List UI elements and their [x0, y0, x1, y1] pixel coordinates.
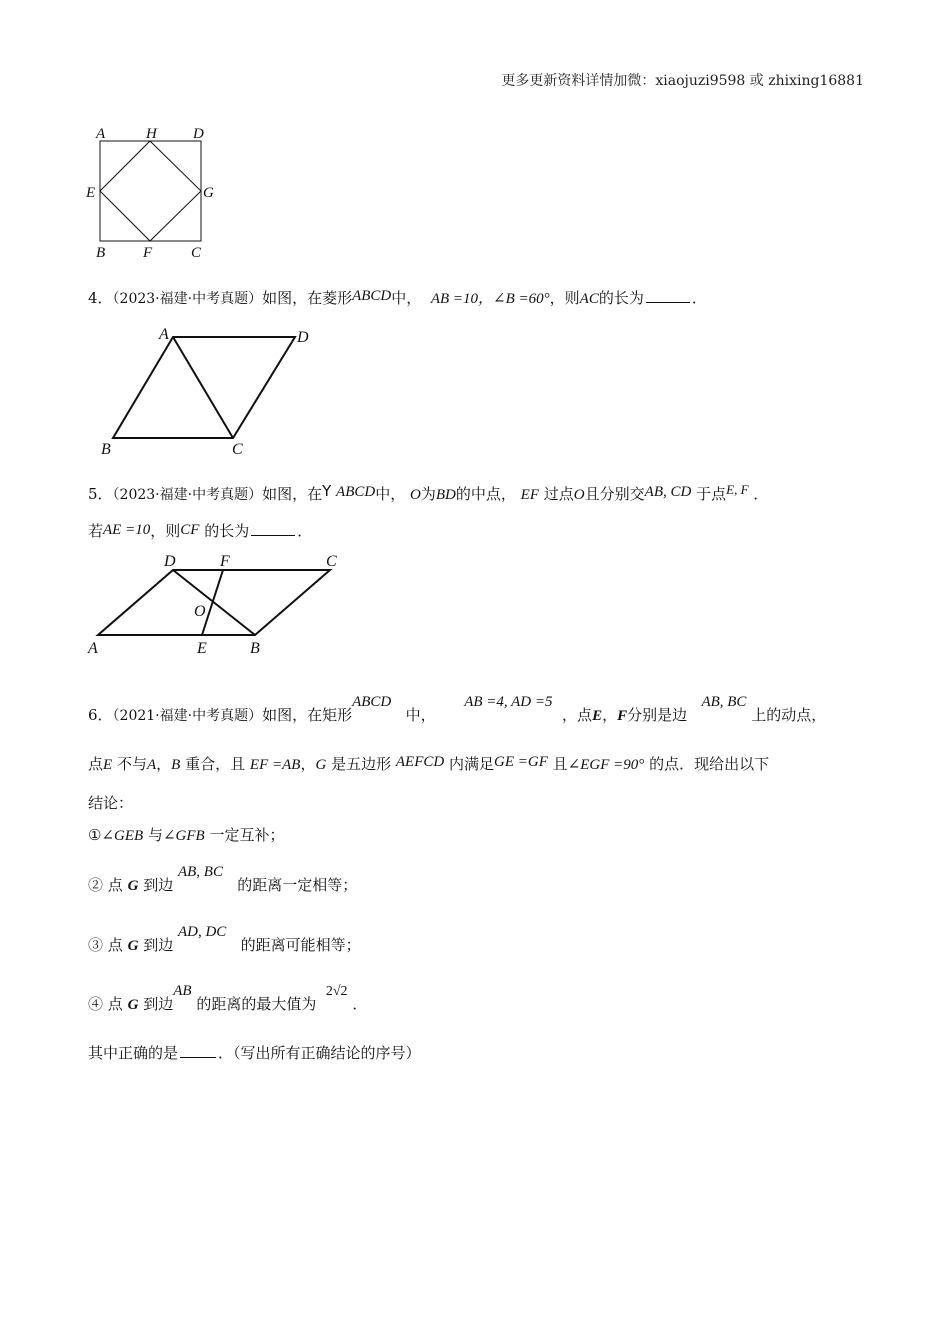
label-C: C	[326, 553, 337, 570]
question-6-line2: 点E 不与A，B 重合，且 EF =AB，G 是五边形 AEFCD 内满足GE =GF 且∠EGF =90° 的点．现给出以下	[88, 754, 770, 773]
question-5-line2: 若AE =10，则CF 的长为 ．	[88, 522, 313, 540]
label-B: B	[250, 640, 260, 657]
answer-blank	[180, 1043, 216, 1058]
page-header-contact: 更多更新资料详情加微：xiaojuzi9598 或 zhixing16881	[501, 73, 864, 89]
conclusion-4: ④ 点 G 到边AB 的距离的最大值为 2√2 ．	[88, 983, 368, 1013]
conclusion-2: ② 点 G 到边 AB, BC 的距离一定相等；	[88, 864, 358, 894]
label-D: D	[193, 126, 204, 142]
figure-square-inscribed	[80, 120, 230, 265]
label-E: E	[86, 185, 96, 201]
question-6-stem: 6．（2021·福建·中考真题）如图，在矩形ABCD 中， AB =4, AD =5 ，点E，F分别是边 AB, BC 上的动点，	[88, 694, 827, 724]
conclusion-1: ①∠GEB 与∠GFB 一定互补；	[88, 826, 285, 844]
label-O: O	[194, 603, 206, 620]
label-F: F	[143, 245, 153, 261]
label-C: C	[191, 245, 202, 261]
label-D: D	[297, 329, 309, 346]
inner-square	[100, 141, 201, 241]
answer-blank	[646, 288, 690, 303]
label-A: A	[159, 326, 169, 343]
label-B: B	[96, 245, 106, 261]
label-A: A	[96, 126, 106, 142]
label-G: G	[203, 185, 214, 201]
conclusion-3: ③ 点 G 到边 AD, DC 的距离可能相等；	[88, 924, 361, 954]
label-A: A	[88, 640, 98, 657]
label-H: H	[146, 126, 157, 142]
diagonal-ac	[173, 337, 233, 438]
question-5-stem: 5．（2023·福建·中考真题）如图，在Y ABCD中， O为BD的中点， EF 过点O且分别交AB, CD 于点E, F ．	[88, 482, 769, 503]
label-F: F	[220, 553, 230, 570]
question-6-answer-line: 其中正确的是 ．（写出所有正确结论的序号）	[88, 1044, 421, 1062]
label-C: C	[232, 441, 243, 458]
answer-blank	[251, 521, 295, 536]
question-4-stem: 4．（2023·福建·中考真题）如图，在菱形ABCD中， AB =10，∠B =60°，则AC的长为 ．	[88, 288, 707, 307]
outer-square	[100, 141, 201, 241]
diagonal-bd	[173, 570, 255, 635]
label-D: D	[164, 553, 176, 570]
figure-rhombus	[95, 322, 325, 462]
label-E: E	[197, 640, 207, 657]
figure-parallelogram	[82, 550, 352, 660]
question-6-line3: 结论：	[88, 794, 134, 812]
label-B: B	[101, 441, 111, 458]
